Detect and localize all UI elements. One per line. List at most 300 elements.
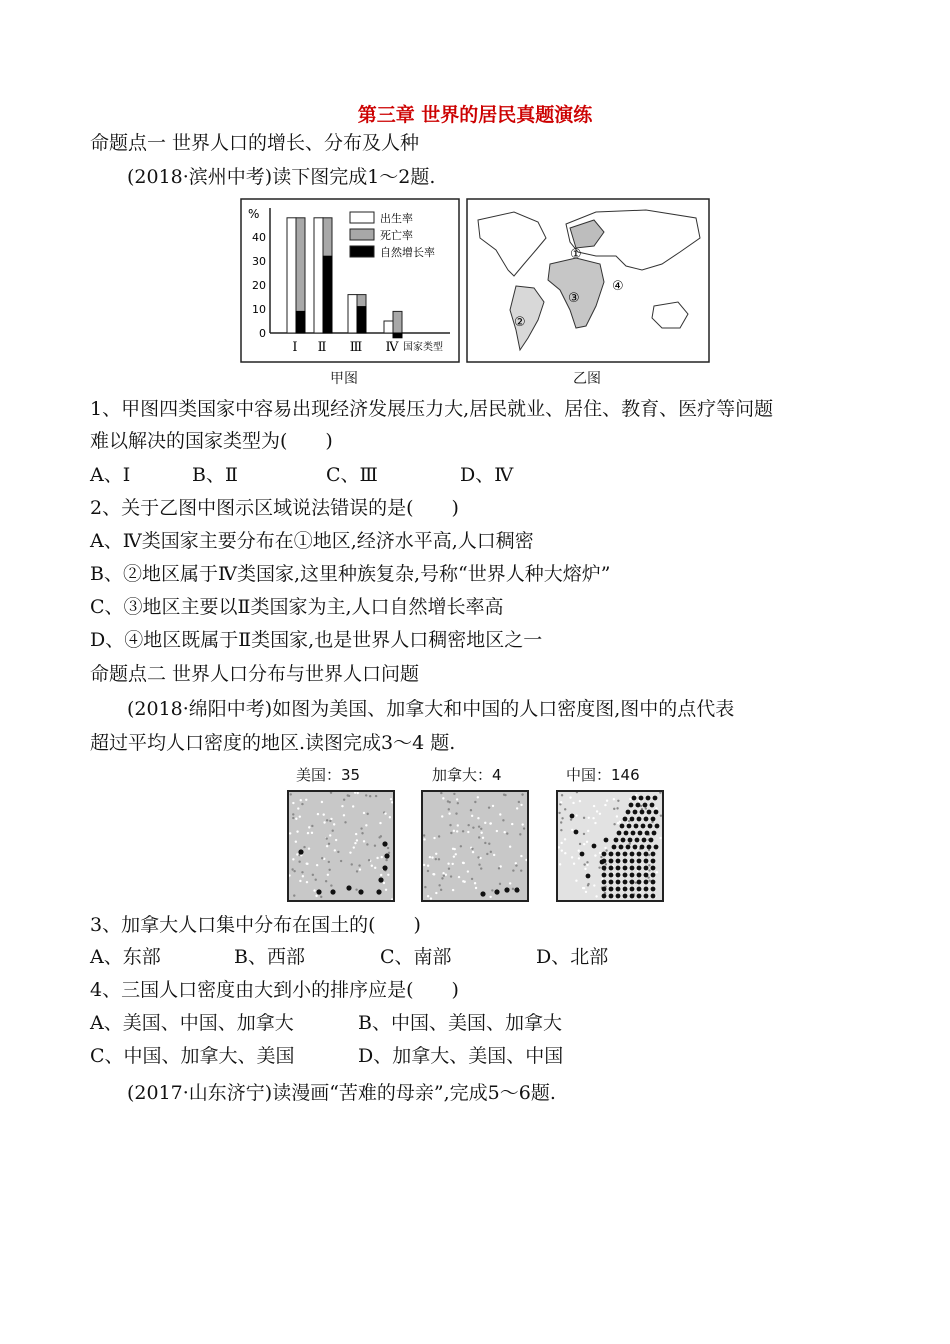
density-dot — [654, 810, 659, 815]
density-dot — [626, 810, 631, 815]
texture-speck — [575, 814, 577, 816]
texture-speck — [595, 895, 597, 897]
texture-speck — [424, 886, 426, 888]
texture-speck — [560, 821, 562, 823]
texture-speck — [655, 807, 657, 809]
texture-speck — [525, 859, 527, 861]
density-label-china: 中国：146 — [566, 766, 640, 784]
texture-speck — [593, 805, 595, 807]
texture-speck — [499, 865, 501, 867]
q2-option-d: D、④地区既属于Ⅱ类国家,也是世界人口稠密地区之一 — [90, 629, 543, 651]
density-dot — [651, 873, 656, 878]
x-tick-label: Ⅳ — [385, 340, 399, 355]
texture-speck — [518, 801, 520, 803]
density-dot — [651, 817, 656, 822]
texture-speck — [385, 889, 387, 891]
density-dot — [480, 891, 485, 896]
density-dot — [647, 810, 652, 815]
texture-speck — [462, 830, 464, 832]
texture-speck — [447, 863, 449, 865]
texture-speck — [374, 845, 376, 847]
texture-speck — [423, 838, 425, 840]
texture-speck — [356, 839, 358, 841]
texture-speck — [354, 842, 356, 844]
texture-speck — [467, 824, 469, 826]
texture-speck — [305, 799, 307, 801]
marker-3: ③ — [568, 291, 580, 306]
texture-speck — [616, 815, 618, 817]
density-dot — [644, 873, 649, 878]
texture-speck — [380, 874, 382, 876]
texture-speck — [378, 836, 380, 838]
texture-speck — [598, 866, 600, 868]
density-dot — [382, 841, 387, 846]
density-dot — [602, 873, 607, 878]
density-dot — [602, 880, 607, 885]
texture-speck — [291, 868, 293, 870]
texture-speck — [489, 822, 491, 824]
texture-speck — [442, 872, 444, 874]
density-dot — [630, 817, 635, 822]
texture-speck — [381, 856, 383, 858]
texture-speck — [292, 858, 294, 860]
texture-speck — [516, 807, 518, 809]
density-dot — [604, 838, 609, 843]
density-dot — [637, 887, 642, 892]
texture-speck — [427, 895, 429, 897]
legend-label: 出生率 — [380, 212, 413, 225]
texture-speck — [368, 859, 370, 861]
density-dot — [384, 853, 389, 858]
texture-speck — [292, 813, 294, 815]
texture-speck — [474, 882, 476, 884]
texture-speck — [352, 805, 354, 807]
texture-speck — [449, 824, 451, 826]
density-dot — [623, 894, 628, 899]
texture-speck — [389, 816, 391, 818]
q4-option-d: D、加拿大、美国、中国 — [358, 1045, 564, 1067]
texture-speck — [521, 823, 523, 825]
density-map-usa — [287, 790, 395, 902]
bar-natural-growth — [393, 333, 402, 338]
texture-speck — [480, 867, 482, 869]
texture-speck — [475, 887, 477, 889]
texture-speck — [295, 818, 297, 820]
texture-speck — [472, 851, 474, 853]
density-dot — [653, 796, 658, 801]
texture-speck — [586, 861, 588, 863]
texture-speck — [293, 894, 295, 896]
density-dot — [494, 889, 499, 894]
x-tick-label: Ⅱ — [317, 340, 327, 355]
texture-speck — [289, 832, 291, 834]
density-dot — [637, 894, 642, 899]
texture-speck — [474, 801, 476, 803]
texture-speck — [560, 829, 562, 831]
density-dot — [621, 838, 626, 843]
density-dot — [644, 866, 649, 871]
texture-speck — [660, 814, 662, 816]
density-dot — [651, 859, 656, 864]
density-dot — [639, 796, 644, 801]
texture-speck — [489, 896, 491, 898]
density-dot — [616, 866, 621, 871]
density-dot — [648, 824, 653, 829]
texture-speck — [583, 843, 585, 845]
question-3-stem: 3、加拿大人口集中分布在国土的( ) — [90, 914, 421, 936]
texture-speck — [575, 880, 577, 882]
texture-speck — [387, 874, 389, 876]
texture-speck — [455, 812, 457, 814]
texture-speck — [579, 800, 581, 802]
texture-speck — [586, 841, 588, 843]
density-dot — [644, 887, 649, 892]
density-dot — [609, 880, 614, 885]
density-dot — [652, 831, 657, 836]
q2-option-a: A、Ⅳ类国家主要分布在①地区,经济水平高,人口稠密 — [90, 530, 534, 552]
density-dot — [634, 824, 639, 829]
texture-speck — [573, 863, 575, 865]
texture-speck — [503, 793, 505, 795]
texture-speck — [558, 812, 560, 814]
density-dot — [580, 852, 585, 857]
texture-speck — [629, 842, 631, 844]
texture-speck — [423, 834, 425, 836]
texture-speck — [479, 857, 481, 859]
texture-speck — [453, 793, 455, 795]
texture-speck — [558, 846, 560, 848]
texture-speck — [480, 832, 482, 834]
texture-speck — [506, 832, 508, 834]
texture-speck — [604, 804, 606, 806]
texture-speck — [648, 864, 650, 866]
density-dot — [644, 859, 649, 864]
density-dot — [609, 873, 614, 878]
texture-speck — [450, 875, 452, 877]
texture-speck — [343, 798, 345, 800]
texture-speck — [427, 865, 429, 867]
texture-speck — [659, 791, 661, 793]
texture-speck — [457, 802, 459, 804]
texture-speck — [316, 864, 318, 866]
density-dot — [358, 889, 363, 894]
density-dot — [629, 803, 634, 808]
density-dot — [630, 859, 635, 864]
y-tick-label: 30 — [252, 255, 266, 268]
texture-speck — [385, 859, 387, 861]
density-dot — [570, 814, 575, 819]
texture-speck — [583, 833, 585, 835]
texture-speck — [306, 862, 308, 864]
density-dot — [638, 831, 643, 836]
bar-death-rate — [393, 311, 402, 333]
texture-speck — [438, 835, 440, 837]
texture-speck — [337, 851, 339, 853]
legend-swatch — [350, 212, 374, 223]
texture-speck — [374, 867, 376, 869]
texture-speck — [363, 840, 365, 842]
bar-natural-growth — [296, 311, 305, 333]
texture-speck — [363, 812, 365, 814]
density-dot — [623, 866, 628, 871]
texture-speck — [453, 855, 455, 857]
texture-speck — [564, 808, 566, 810]
texture-speck — [560, 842, 562, 844]
texture-speck — [442, 797, 444, 799]
texture-speck — [344, 821, 346, 823]
texture-speck — [478, 836, 480, 838]
page-title: 第三章 世界的居民真题演练 — [357, 104, 593, 126]
texture-speck — [379, 822, 381, 824]
density-dot — [641, 824, 646, 829]
texture-speck — [629, 798, 631, 800]
texture-speck — [333, 823, 335, 825]
texture-speck — [588, 817, 590, 819]
texture-speck — [645, 807, 647, 809]
density-dot — [602, 887, 607, 892]
question-1-line-1: 1、甲图四类国家中容易出现经济发展压力大,居民就业、居住、教育、医疗等问题 — [90, 398, 774, 420]
texture-speck — [308, 847, 310, 849]
texture-speck — [334, 849, 336, 851]
density-label-canada: 加拿大：4 — [432, 766, 502, 784]
density-dot — [623, 817, 628, 822]
marker-4: ④ — [612, 279, 624, 294]
question-1-line-2: 难以解决的国家类型为( ) — [90, 430, 333, 452]
texture-speck — [349, 851, 351, 853]
density-dot — [316, 889, 321, 894]
texture-speck — [391, 801, 393, 803]
legend-label: 自然增长率 — [380, 246, 435, 259]
texture-speck — [306, 881, 308, 883]
texture-speck — [457, 824, 459, 826]
texture-speck — [326, 845, 328, 847]
texture-speck — [301, 871, 303, 873]
texture-speck — [467, 831, 469, 833]
texture-speck — [656, 871, 658, 873]
q3-option-d: D、北部 — [536, 946, 609, 968]
texture-speck — [512, 869, 514, 871]
texture-speck — [365, 794, 367, 796]
texture-speck — [499, 883, 501, 885]
texture-speck — [587, 830, 589, 832]
texture-speck — [440, 792, 442, 794]
texture-speck — [340, 860, 342, 862]
texture-speck — [384, 812, 386, 814]
texture-speck — [599, 813, 601, 815]
density-dot — [640, 845, 645, 850]
texture-speck — [569, 796, 571, 798]
question-intro-3: (2017·山东济宁)读漫画“苦难的母亲”,完成5～6题. — [127, 1082, 556, 1104]
texture-speck — [448, 868, 450, 870]
texture-speck — [496, 830, 498, 832]
texture-speck — [520, 804, 522, 806]
density-dot — [630, 894, 635, 899]
x-tick-label: Ⅲ — [349, 340, 363, 355]
y-tick-label: 0 — [259, 327, 266, 340]
texture-speck — [480, 828, 482, 830]
texture-speck — [619, 821, 621, 823]
density-dot — [643, 803, 648, 808]
texture-speck — [438, 858, 440, 860]
texture-speck — [599, 852, 601, 854]
texture-speck — [594, 854, 596, 856]
texture-speck — [521, 793, 523, 795]
texture-speck — [295, 840, 297, 842]
texture-speck — [390, 798, 392, 800]
density-dot — [623, 873, 628, 878]
texture-speck — [519, 833, 521, 835]
texture-speck — [520, 855, 522, 857]
texture-speck — [592, 817, 594, 819]
bar-birth-rate — [348, 295, 357, 333]
texture-speck — [323, 858, 325, 860]
texture-speck — [303, 846, 305, 848]
question-intro-1: (2018·滨州中考)读下图完成1～2题. — [127, 166, 436, 188]
texture-speck — [328, 843, 330, 845]
question-intro-2-line-1: (2018·绵阳中考)如图为美国、加拿大和中国的人口密度图,图中的点代表 — [127, 698, 735, 720]
x-tick-label: Ⅰ — [292, 340, 298, 355]
density-dot — [630, 873, 635, 878]
texture-speck — [649, 879, 651, 881]
texture-speck — [572, 802, 574, 804]
density-dot — [633, 845, 638, 850]
texture-speck — [509, 846, 511, 848]
legend-swatch — [350, 246, 374, 257]
texture-speck — [571, 856, 573, 858]
texture-speck — [484, 822, 486, 824]
texture-speck — [561, 849, 563, 851]
texture-speck — [358, 864, 360, 866]
texture-speck — [515, 862, 517, 864]
density-dot — [612, 845, 617, 850]
texture-speck — [458, 876, 460, 878]
texture-speck — [471, 878, 473, 880]
texture-speck — [477, 796, 479, 798]
q1-option-b: B、Ⅱ — [192, 464, 238, 486]
bar-birth-rate — [287, 218, 296, 333]
density-dot — [298, 849, 303, 854]
texture-speck — [447, 800, 449, 802]
density-dot — [637, 859, 642, 864]
question-intro-2-line-2: 超过平均人口密度的地区.读图完成3～4 题. — [90, 732, 456, 754]
density-dot — [616, 852, 621, 857]
texture-speck — [313, 889, 315, 891]
density-dot — [637, 880, 642, 885]
texture-speck — [328, 869, 330, 871]
texture-speck — [441, 877, 443, 879]
density-dot — [376, 889, 381, 894]
texture-speck — [445, 874, 447, 876]
density-dot — [650, 803, 655, 808]
density-dot — [631, 831, 636, 836]
texture-speck — [648, 869, 650, 871]
density-dot — [626, 845, 631, 850]
texture-speck — [561, 817, 563, 819]
texture-speck — [488, 806, 490, 808]
density-dot — [602, 894, 607, 899]
density-dot — [616, 873, 621, 878]
texture-speck — [353, 846, 355, 848]
density-dot — [628, 838, 633, 843]
density-dot — [651, 880, 656, 885]
density-dot — [644, 817, 649, 822]
texture-speck — [375, 795, 377, 797]
texture-speck — [343, 814, 345, 816]
density-dot — [637, 866, 642, 871]
texture-speck — [330, 884, 332, 886]
density-dot — [574, 830, 579, 835]
density-dot — [651, 852, 656, 857]
density-dot — [630, 887, 635, 892]
q3-option-a: A、东部 — [90, 946, 161, 968]
texture-speck — [298, 860, 300, 862]
texture-speck — [441, 815, 443, 817]
texture-speck — [293, 870, 295, 872]
density-dot — [646, 796, 651, 801]
texture-speck — [366, 813, 368, 815]
density-dot — [330, 889, 335, 894]
texture-speck — [564, 852, 566, 854]
y-tick-label: 10 — [252, 303, 266, 316]
density-dot — [651, 894, 656, 899]
texture-speck — [523, 827, 525, 829]
q4-option-b: B、中国、美国、加拿大 — [358, 1012, 562, 1034]
texture-speck — [515, 864, 517, 866]
texture-speck — [587, 884, 589, 886]
texture-speck — [369, 795, 371, 797]
legend-swatch — [350, 229, 374, 240]
texture-speck — [320, 896, 322, 898]
density-dot — [637, 873, 642, 878]
density-dot — [378, 877, 383, 882]
density-dot — [651, 887, 656, 892]
texture-speck — [490, 851, 492, 853]
density-dot — [655, 824, 660, 829]
texture-speck — [430, 897, 432, 899]
texture-speck — [570, 818, 572, 820]
density-dot — [623, 880, 628, 885]
texture-speck — [321, 857, 323, 859]
q3-option-b: B、西部 — [234, 946, 305, 968]
density-dot — [627, 824, 632, 829]
texture-speck — [432, 873, 434, 875]
question-4-stem: 4、三国人口密度由大到小的排序应是( ) — [90, 979, 459, 1001]
texture-speck — [315, 895, 317, 897]
texture-speck — [613, 808, 615, 810]
density-dot — [616, 887, 621, 892]
texture-speck — [366, 843, 368, 845]
texture-speck — [492, 805, 494, 807]
texture-speck — [488, 843, 490, 845]
texture-speck — [292, 817, 294, 819]
texture-speck — [435, 853, 437, 855]
texture-speck — [582, 887, 584, 889]
density-dot — [636, 803, 641, 808]
density-dot — [624, 831, 629, 836]
texture-speck — [512, 888, 514, 890]
texture-speck — [356, 870, 358, 872]
density-dot — [644, 894, 649, 899]
texture-speck — [659, 837, 661, 839]
q3-option-c: C、南部 — [380, 946, 452, 968]
figure-caption-jia: 甲图 — [330, 371, 358, 387]
texture-speck — [302, 875, 304, 877]
density-dot — [644, 880, 649, 885]
legend-label: 死亡率 — [380, 229, 413, 242]
texture-speck — [355, 833, 357, 835]
density-dot — [623, 859, 628, 864]
texture-speck — [584, 868, 586, 870]
